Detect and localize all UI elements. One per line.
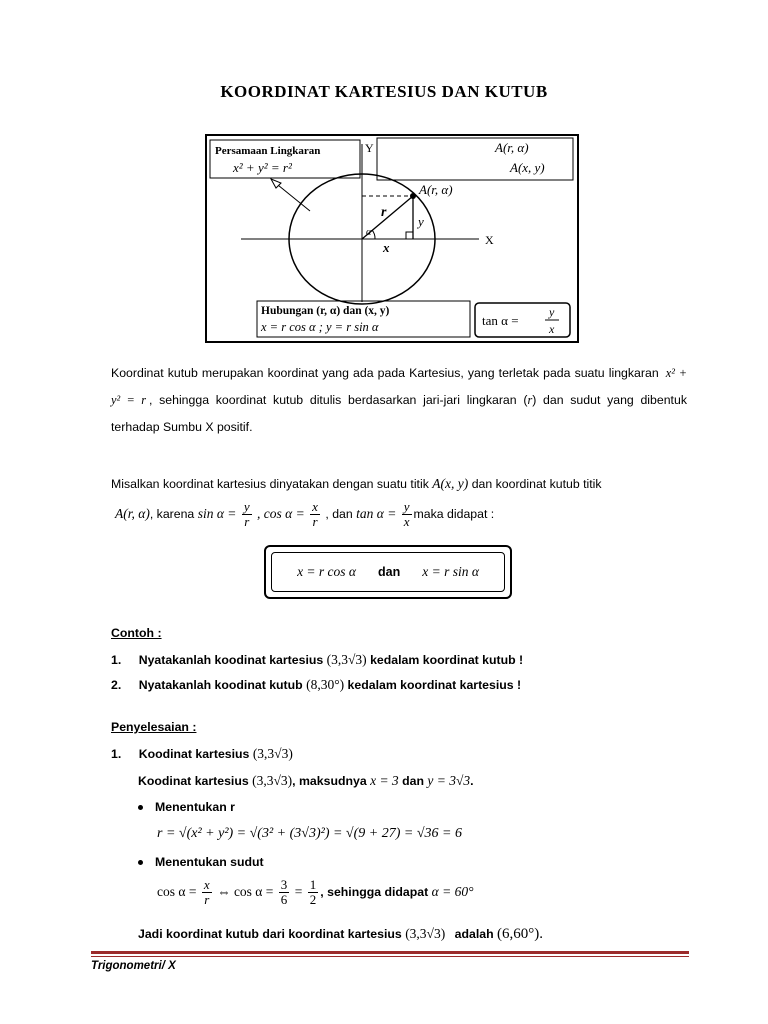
formula-dan: dan (378, 565, 401, 579)
label-alpha: α (366, 227, 372, 238)
formula-right: x = r sin α (422, 564, 479, 579)
coordinate-figure (205, 134, 580, 344)
box-point-line1: A(r, α) (495, 140, 529, 155)
point-a (410, 193, 416, 199)
box-persamaan-title: Persamaan Lingkaran (215, 145, 321, 157)
box-tan-lhs: tan α = (482, 313, 519, 328)
bullet-menentukan-r: Menentukan r (138, 800, 235, 814)
angle-arc (372, 230, 375, 239)
cos-equation: cos α = $\frac{x}{r}$ ⇔ cos α = $\frac{3}{6}$ = $\frac{1}{2}$ , sehingga didapat α = 60° (157, 877, 474, 907)
y-axis-label: Y (365, 141, 374, 155)
misal-line2: A(r, α), karena sin α = $\frac{y}{r}$ , cos α = $\frac{x}{r}$ , dan tan α = $\frac{y}{x}$ maka didapat : (115, 499, 495, 529)
formula-left: x = r cos α (297, 564, 356, 579)
contoh-item-1: 1. Nyatakanlah koodinat kartesius (3,3√3) kedalam koordinat kutub ! (111, 652, 524, 667)
box-tan-den: x (549, 322, 555, 336)
solution-1-title: 1. Koodinat kartesius (3,3√3) (111, 746, 293, 761)
contoh-heading: Contoh : (111, 626, 162, 640)
contoh-item-2: 2. Nyatakanlah koodinat kutub (8,30°) kedalam koordinat kartesius ! (111, 677, 522, 692)
box-hubungan-title: Hubungan (r, α) dan (x, y) (261, 305, 390, 317)
bullet-icon (138, 860, 143, 865)
bullet-icon (138, 805, 143, 810)
footer-rule-thick (91, 951, 689, 954)
footer-rule-thin (91, 956, 689, 957)
footer-text: Trigonometri/ X (91, 960, 176, 972)
point-a-label: A(r, α) (419, 182, 453, 197)
bullet-menentukan-sudut: Menentukan sudut (138, 855, 264, 869)
r-equation: r = √(x² + y²) = √(3² + (3√3)²) = √(9 + 27) = √36 = 6 (157, 826, 462, 841)
box-persamaan-eq: x² + y² = r² (233, 160, 292, 175)
conclusion-line: Jadi koordinat kutub dari koordinat kartesius (3,3√3) adalah (6,60°). (138, 926, 544, 942)
box-point-line2: A(x, y) (510, 160, 545, 175)
formula-box (264, 545, 512, 599)
label-y: y (418, 214, 424, 229)
misal-line1: Misalkan koordinat kartesius dinyatakan dengan suatu titik A(x, y) dan koordinat kutub titik (111, 476, 602, 491)
right-angle-mark (406, 232, 413, 239)
page-title: KOORDINAT KARTESIUS DAN KUTUB (220, 82, 548, 101)
box-hubungan-eq: x = r cos α ; y = r sin α (261, 320, 379, 334)
box-tan-num: y (549, 305, 555, 319)
penyelesaian-heading: Penyelesaian : (111, 720, 197, 734)
label-r: r (381, 205, 387, 220)
intro-paragraph: Koordinat kutub merupakan koordinat yang ada pada Kartesius, yang terletak pada suatu lingkaran x² + y² = r , sehingga koordinat kutub ditulis berdasarkan jari-jari lingkaran (r) dan sudut yang dibentuk terhadap Sumbu X positif. (111, 366, 687, 434)
solution-1-line: Koodinat kartesius (3,3√3), maksudnya x = 3 dan y = 3√3. (138, 773, 474, 788)
x-axis-label: X (485, 233, 494, 247)
label-x: x (383, 240, 390, 255)
